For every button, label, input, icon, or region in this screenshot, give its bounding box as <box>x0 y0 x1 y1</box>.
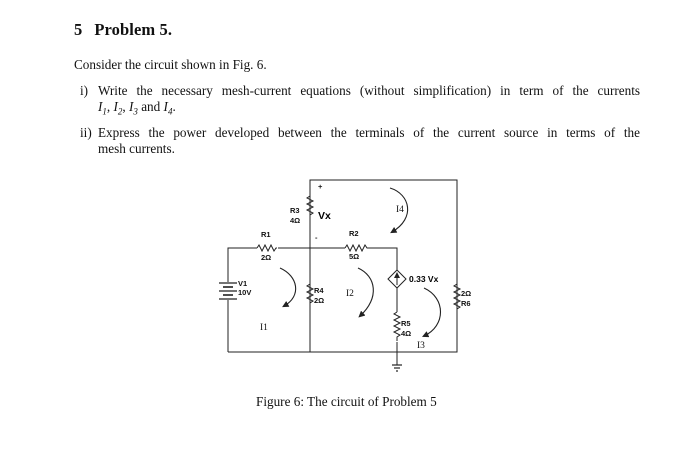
resistor-r5 <box>394 312 411 341</box>
r2-value: 5Ω <box>349 252 360 261</box>
intro-text: Consider the circuit shown in Fig. 6. <box>74 57 267 72</box>
circuit-figure <box>210 172 500 380</box>
question-1-marker: i) <box>80 83 89 98</box>
r2-name: R2 <box>349 229 359 238</box>
current-i4: $I_4$ <box>163 99 173 117</box>
r5-name: R5 <box>401 319 411 328</box>
mesh-label-i1: I1 <box>260 323 268 333</box>
question-2-line-2: mesh currents. <box>98 141 175 156</box>
question-1-text: Write the necessary mesh-current equations (without simplification) in term of the currents <box>98 83 640 98</box>
vx-plus: + <box>318 182 323 191</box>
r3-value: 4Ω <box>290 216 301 225</box>
conjunction: and <box>141 99 161 114</box>
question-item-1 <box>80 83 640 120</box>
r6-name: R6 <box>461 299 471 308</box>
circuit-wires <box>228 180 457 365</box>
circuit-diagram <box>210 172 500 380</box>
current-i2: $I_2$ <box>113 99 123 117</box>
question-item-2 <box>80 125 640 157</box>
question-1-line-2: $I_1$, $I_2$, $I_3$ and $I_4$. <box>98 99 176 117</box>
vx-minus: - <box>315 233 318 242</box>
r1-name: R1 <box>261 230 271 239</box>
current-i1: $I_1$ <box>98 99 107 117</box>
question-2-marker: ii) <box>80 125 92 140</box>
question-1-line-1 <box>80 83 640 99</box>
r5-value: 4Ω <box>401 329 412 338</box>
dependent-current-source <box>388 270 439 288</box>
r4-value: 2Ω <box>314 296 325 305</box>
mesh-label-i2: I2 <box>346 289 354 299</box>
r3-name: R3 <box>290 206 300 215</box>
section-title-text: Problem 5. <box>94 20 173 39</box>
mesh-arrows <box>280 188 441 336</box>
question-2-text: Express the power developed between the terminals of the current source in terms of the <box>98 125 640 140</box>
r1-value: 2Ω <box>261 253 272 262</box>
vx-voltage-label <box>315 182 331 242</box>
resistor-r2 <box>345 229 368 261</box>
mesh-label-i4: I4 <box>396 205 404 215</box>
current-i3: $I_3$ <box>129 99 138 117</box>
v1-name: V1 <box>238 279 248 288</box>
v1-value: 10V <box>238 288 252 297</box>
dep-source-label: 0.33 Vx <box>409 274 439 284</box>
mesh-label-i3: I3 <box>417 341 425 351</box>
section-title <box>74 20 172 40</box>
vx-label: Vx <box>318 210 331 222</box>
resistor-r1 <box>257 230 277 262</box>
section-number: 5 <box>74 20 83 39</box>
voltage-source-v1 <box>219 279 251 299</box>
question-2-line-1 <box>80 125 640 141</box>
figure-caption: Figure 6: The circuit of Problem 5 <box>256 394 437 409</box>
ground-icon <box>392 365 402 371</box>
r4-name: R4 <box>314 286 324 295</box>
r6-value: 2Ω <box>461 289 472 298</box>
